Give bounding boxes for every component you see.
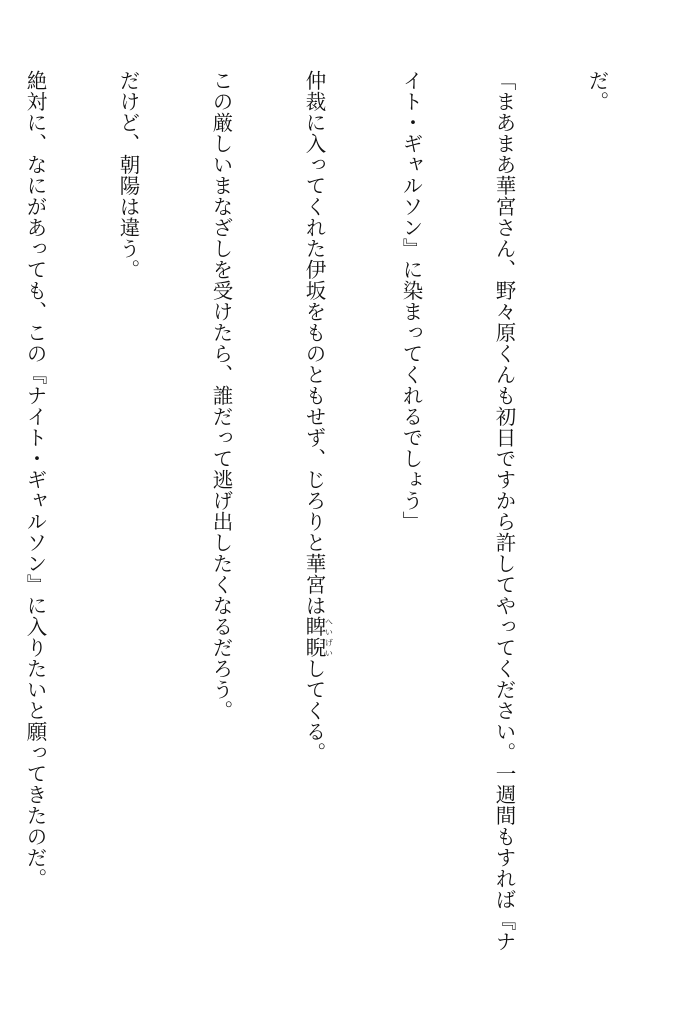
vertical-text-body [0, 70, 674, 970]
text-line: だけど、朝陽は違う。 [116, 70, 140, 280]
text-line [298, 70, 333, 970]
text-line: 「まあまあ華宮さん、野々原くんも初日ですから許してやってください。一週間もすれば『ナ [492, 70, 516, 952]
text-line: だ。 [585, 70, 609, 112]
ruby-reading: へいげい [324, 616, 334, 658]
ruby-word [302, 616, 334, 658]
ruby-base-text: 睥睨 [302, 616, 326, 658]
text-line: この厳しいまなざしを受けたら、誰だって逃げ出したくなるだろう。 [209, 70, 233, 721]
text-line-end: してくる。 [302, 658, 326, 763]
text-line-start: 仲裁に入ってくれた伊坂をものともせず、じろりと華宮は [302, 70, 326, 616]
text-line: イト・ギャルソン』に染まってくれるでしょう」 [399, 70, 423, 532]
text-line: 絶対に、なにがあっても、この『ナイト・ギャルソン』に入りたいと願ってきたのだ。 [23, 70, 47, 889]
